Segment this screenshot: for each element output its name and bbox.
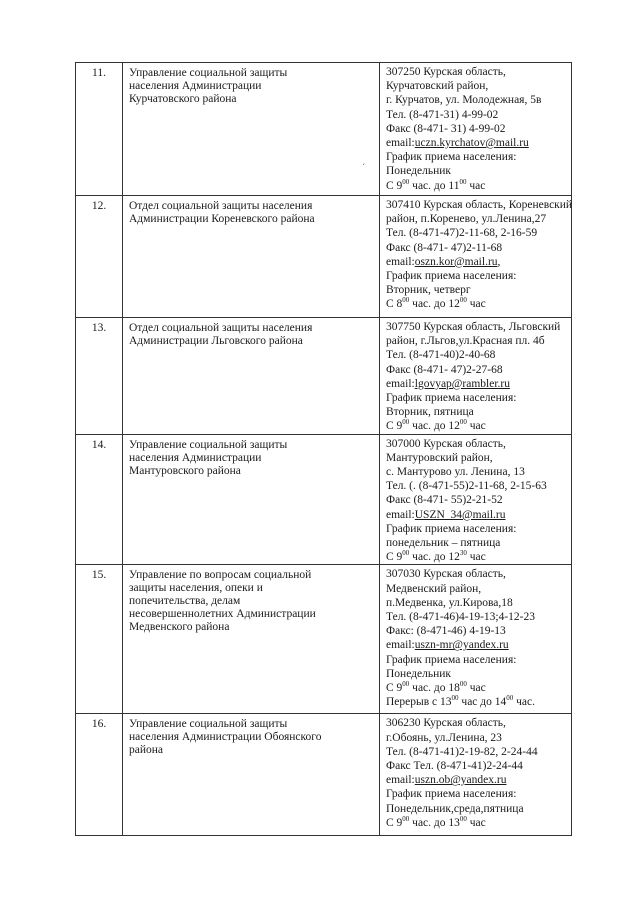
address-line: Факс (8-471- 47)2-27-68 <box>386 363 503 376</box>
offices-table-body <box>76 63 572 836</box>
schedule-time <box>386 550 569 564</box>
organization-line: защиты населения, опеки и <box>129 582 263 595</box>
row-number: 12. <box>76 196 123 318</box>
schedule-time <box>386 179 569 193</box>
email-link[interactable]: uszn-mr@yandex.ru <box>414 639 509 652</box>
address-line: Медвенский район, <box>386 582 482 595</box>
schedule-time <box>386 419 569 433</box>
row-number: 14. <box>76 434 123 565</box>
organization-line: Управление по вопросам социальной <box>129 569 312 582</box>
contact-details <box>380 714 572 836</box>
email-prefix: email: <box>386 774 415 787</box>
time-to-minutes: 00 <box>459 814 467 823</box>
organization-line: Администрации Кореневского района <box>129 213 315 225</box>
time-unit: час <box>466 682 486 695</box>
contact-details <box>380 434 572 565</box>
organization-line: Медвенского района <box>129 621 230 634</box>
organization-line: населения Администрации Обоянского <box>129 731 322 744</box>
contact-details <box>380 318 572 435</box>
address-line: г.Обоянь, ул.Ленина, 23 <box>386 731 502 744</box>
email-line <box>386 638 569 652</box>
email-link[interactable]: uczn.kyrchatov@mail.ru <box>414 137 529 150</box>
time-from: С 9 <box>386 420 403 433</box>
contact-details <box>380 565 572 714</box>
address-line: 307030 Курская область, <box>386 568 506 581</box>
email-line <box>386 136 569 150</box>
time-to-minutes: 00 <box>459 296 467 305</box>
schedule-label: График приема населения: <box>386 392 517 405</box>
address-line: 307250 Курская область, <box>386 66 506 78</box>
row-number: 16. <box>76 714 123 836</box>
organization-line: населения Администрации <box>129 80 262 92</box>
time-from-minutes: 00 <box>402 814 410 823</box>
time-from-minutes: 00 <box>402 296 410 305</box>
organization-line: Отдел социальной защиты населения <box>129 200 313 212</box>
address-line: Факс Тел. (8-471-41)2-24-44 <box>386 760 523 773</box>
break-from: Перерыв с 13 <box>386 696 452 709</box>
email-link[interactable]: oszn.kor@mail.ru <box>414 255 498 268</box>
organization-name <box>123 318 380 435</box>
row-number: 11. <box>76 63 123 196</box>
schedule-label: График приема населения: <box>386 653 517 666</box>
schedule-days: Понедельник,среда,пятница <box>386 802 524 815</box>
address-line: Тел. (8-471-41)2-19-82, 2-24-44 <box>386 745 538 758</box>
time-to: час. до 12 <box>409 551 460 564</box>
time-unit: час <box>466 179 486 192</box>
address-line: Тел. (8-471-47)2-11-68, 2-16-59 <box>386 227 538 240</box>
address-line: 307750 Курская область, Льговский <box>386 321 561 333</box>
email-prefix: email: <box>386 508 415 521</box>
organization-name <box>123 565 380 714</box>
email-link[interactable]: lgovyap@rambler.ru <box>414 377 510 390</box>
organization-name <box>123 63 380 196</box>
schedule-days: Понедельник <box>386 667 451 680</box>
organization-line: района <box>129 744 164 757</box>
time-to: час. до 11 <box>409 179 460 192</box>
schedule-days: Вторник, пятница <box>386 406 474 419</box>
time-to: час. до 13 <box>409 816 460 829</box>
time-unit: час <box>466 816 486 829</box>
time-from: С 9 <box>386 179 403 192</box>
table-row <box>76 318 572 435</box>
address-line: Факс (8-471- 47)2-11-68 <box>386 241 503 254</box>
schedule-label: График приема населения: <box>386 151 517 164</box>
schedule-days: Понедельник <box>386 165 451 178</box>
break-to-minutes: 00 <box>506 694 514 703</box>
address-line: 307000 Курская область, <box>386 437 506 450</box>
organization-line: населения Администрации <box>129 451 262 464</box>
schedule-label: График приема населения: <box>386 788 517 801</box>
organization-line: Управление социальной защиты <box>129 438 288 451</box>
address-line: 307410 Курская область, Кореневский <box>386 199 573 211</box>
schedule-time <box>386 816 569 830</box>
organization-name <box>123 434 380 565</box>
address-line: район, г.Льгов,ул.Красная пл. 4б <box>386 335 545 348</box>
email-link[interactable]: uszn.ob@yandex.ru <box>414 774 507 787</box>
address-line: г. Курчатов, ул. Молодежная, 5в <box>386 94 542 107</box>
schedule-time <box>386 297 569 311</box>
address-line: Тел. (8-471-46)4-19-13;4-12-23 <box>386 611 536 624</box>
organization-name <box>123 714 380 836</box>
email-line <box>386 255 569 269</box>
address-line: Курчатовский район, <box>386 80 489 93</box>
organization-line: Администрации Льговского района <box>129 335 303 347</box>
email-line <box>386 377 569 391</box>
address-line: 306230 Курская область, <box>386 717 506 730</box>
email-suffix: , <box>497 255 501 268</box>
time-from-minutes: 00 <box>402 549 410 558</box>
schedule-label: График приема населения: <box>386 522 517 535</box>
email-line <box>386 773 569 787</box>
address-line: Факс: (8-471-46) 4-19-13 <box>386 625 506 638</box>
schedule-break <box>386 695 569 709</box>
table-row <box>76 714 572 836</box>
stray-mark: ˏ <box>362 155 365 165</box>
offices-table <box>75 62 572 836</box>
contact-details <box>380 196 572 318</box>
address-line: Факс (8-471- 31) 4-99-02 <box>386 122 506 135</box>
time-to: час. до 12 <box>409 420 460 433</box>
address-line: район, п.Коренево, ул.Ленина,27 <box>386 213 547 226</box>
email-prefix: email: <box>386 137 415 150</box>
break-to: час до 14 <box>458 696 507 709</box>
time-to-minutes: 30 <box>459 549 467 558</box>
address-line: Тел. (8-471-40)2-40-68 <box>386 349 496 362</box>
address-line: Тел. (8-471-31) 4-99-02 <box>386 108 499 121</box>
schedule-days: понедельник – пятница <box>386 537 501 550</box>
time-to-minutes: 00 <box>459 680 467 689</box>
email-link[interactable]: USZN_34@mail.ru <box>414 508 506 521</box>
organization-line: Мантуровского района <box>129 464 241 477</box>
row-number: 13. <box>76 318 123 435</box>
contact-details <box>380 63 572 196</box>
break-from-minutes: 00 <box>451 694 459 703</box>
organization-line: Отдел социальной защиты населения <box>129 322 313 334</box>
address-line: Тел. (. (8-471-55)2-11-68, 2-15-63 <box>386 480 547 493</box>
email-prefix: email: <box>386 255 415 268</box>
schedule-days: Вторник, четверг <box>386 284 471 297</box>
time-from: С 8 <box>386 298 403 311</box>
time-to: час. до 12 <box>409 298 460 311</box>
time-unit: час <box>466 551 486 564</box>
address-line: Мантуровский район, <box>386 451 493 464</box>
table-row <box>76 565 572 714</box>
email-prefix: email: <box>386 377 415 390</box>
table-row <box>76 63 572 196</box>
table-row <box>76 434 572 565</box>
address-line: п.Медвенка, ул.Кирова,18 <box>386 596 513 609</box>
address-line: с. Мантурово ул. Ленина, 13 <box>386 466 525 479</box>
time-from-minutes: 00 <box>402 680 410 689</box>
organization-line: попечительства, делам <box>129 595 241 608</box>
time-to: час. до 18 <box>409 682 460 695</box>
organization-line: Курчатовского района <box>129 93 237 105</box>
time-from: С 9 <box>386 816 403 829</box>
email-line <box>386 508 569 522</box>
schedule-label: График приема населения: <box>386 270 517 283</box>
break-unit: час. <box>513 696 535 709</box>
row-number: 15. <box>76 565 123 714</box>
address-line: Факс (8-471- 55)2-21-52 <box>386 494 503 507</box>
time-unit: час <box>466 298 486 311</box>
time-from: С 9 <box>386 551 403 564</box>
time-from: С 9 <box>386 682 403 695</box>
schedule-time <box>386 681 569 695</box>
time-to-minutes: 00 <box>459 177 467 186</box>
time-unit: час <box>466 420 486 433</box>
time-to-minutes: 00 <box>459 418 467 427</box>
organization-line: несовершеннолетних Администрации <box>129 608 316 621</box>
table-row <box>76 196 572 318</box>
email-prefix: email: <box>386 639 415 652</box>
organization-line: Управление социальной защиты <box>129 718 288 731</box>
organization-name <box>123 196 380 318</box>
time-from-minutes: 00 <box>402 418 410 427</box>
time-from-minutes: 00 <box>402 177 410 186</box>
organization-line: Управление социальной защиты <box>129 67 288 79</box>
